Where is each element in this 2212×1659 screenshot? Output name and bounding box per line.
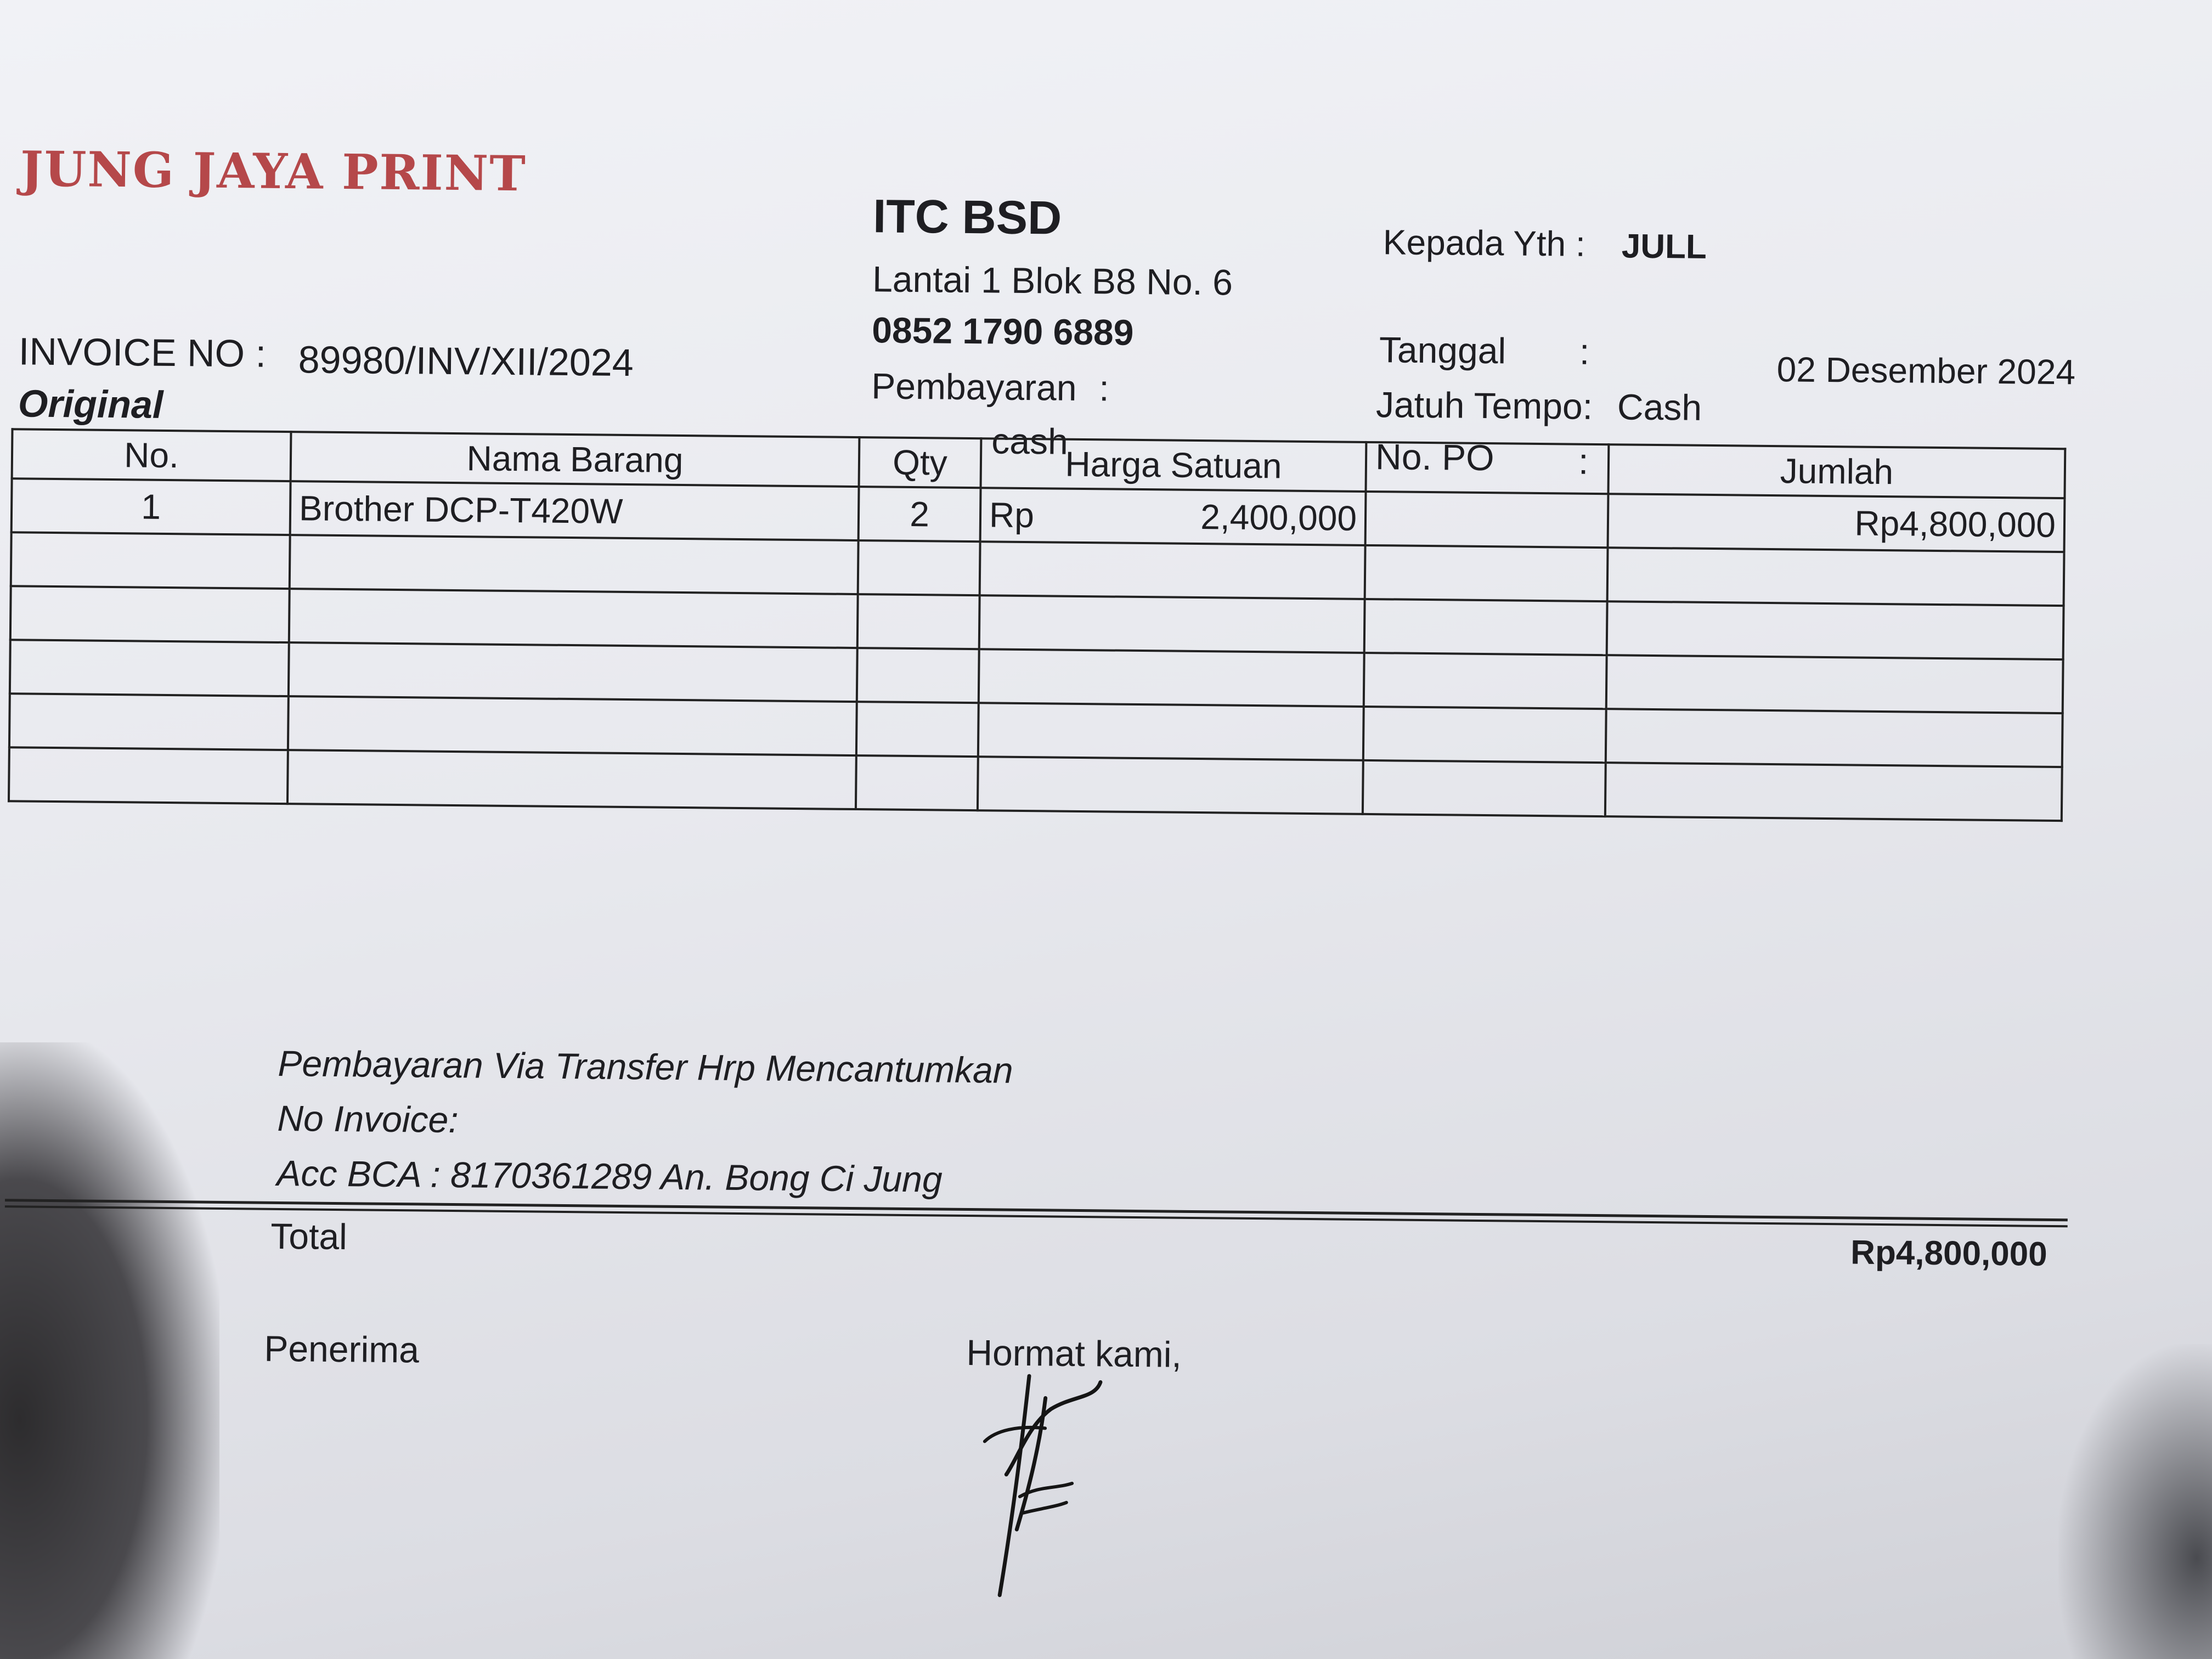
date-value: 02 Desember 2024 [1776,349,2076,392]
cell-harga [980,488,1366,545]
cell-jumlah [1607,548,2064,606]
store-address: Lantai 1 Blok B8 No. 6 [872,258,1233,303]
cell-blank [1365,545,1608,601]
total-value: Rp4,800,000 [1850,1233,2048,1273]
cell-no [9,747,288,804]
customer-name: JULL [1621,227,1707,266]
cell-qty [857,594,980,649]
cell-harga [979,595,1365,653]
signature-icon [961,1364,1128,1607]
cell-blank [1364,599,1607,655]
date-colon: : [1579,331,1590,372]
header-blank [1366,442,1609,494]
cell-harga-value: 2,400,000 [1200,497,1357,538]
cell-jumlah [1606,709,2063,767]
company-name: JUNG JAYA PRINT [20,140,527,202]
cell-qty: 2 [859,487,981,541]
payment-colon: : [1098,368,1110,409]
cell-jumlah [1607,601,2064,659]
cell-no [9,693,289,750]
cell-currency: Rp [989,495,1035,535]
customer-label: Kepada Yth : [1383,222,1586,264]
bank-account-note: Acc BCA : 8170361289 An. Bong Ci Jung [276,1152,943,1200]
cell-no: 1 [12,478,291,535]
date-label: Tanggal [1379,329,1506,371]
cell-blank [1363,760,1606,816]
cell-nama [287,750,856,809]
cell-blank [1363,707,1606,763]
sender-label: Hormat kami, [966,1332,1182,1375]
payment-label: Pembayaran [871,365,1077,408]
cell-nama [289,642,857,702]
cell-blank [1364,653,1607,709]
header-qty: Qty [859,437,981,488]
cell-nama [289,589,858,648]
header-jumlah: Jumlah [1608,444,2065,498]
items-table [8,428,2066,822]
po-colon: : [1578,441,1589,482]
cell-nama [288,696,857,755]
cell-nama [290,535,859,594]
cell-qty [856,755,978,810]
invoice-number: 89980/INV/XII/2024 [298,338,634,385]
cell-jumlah [1606,655,2063,713]
invoice-number-label: INVOICE NO : [18,330,267,375]
payment-value: cash [991,420,1069,462]
cell-no [10,586,290,642]
header-nama-barang: Nama Barang [291,432,860,487]
payment-note-line-1: Pembayaran Via Transfer Hrp Mencantumkan [278,1042,1013,1091]
cell-harga [979,649,1364,707]
header-harga-satuan: Harga Satuan [981,438,1367,492]
cell-harga [978,757,1363,814]
cell-no [11,532,290,589]
cell-harga [978,703,1364,760]
due-label: Jatuh Tempo: [1375,384,1593,427]
due-value: Cash [1617,386,1702,428]
po-label: No. PO [1375,436,1494,478]
total-label: Total [270,1215,348,1257]
store-phone: 0852 1790 6889 [871,309,1134,353]
cell-no [10,640,289,696]
cell-nama: Brother DCP-T420W [290,481,859,540]
cell-jumlah: Rp4,800,000 [1608,494,2065,552]
cell-qty [856,702,979,757]
cell-blank [1365,492,1609,548]
header-no: No. [12,429,291,481]
cell-jumlah [1605,763,2062,821]
cell-harga [980,541,1365,599]
receiver-label: Penerima [264,1328,420,1370]
cell-qty [857,648,979,703]
store-name: ITC BSD [872,190,1062,245]
cell-qty [858,540,980,595]
invoice-copy-label: Original [18,382,163,426]
payment-note-line-2: No Invoice: [277,1097,459,1141]
